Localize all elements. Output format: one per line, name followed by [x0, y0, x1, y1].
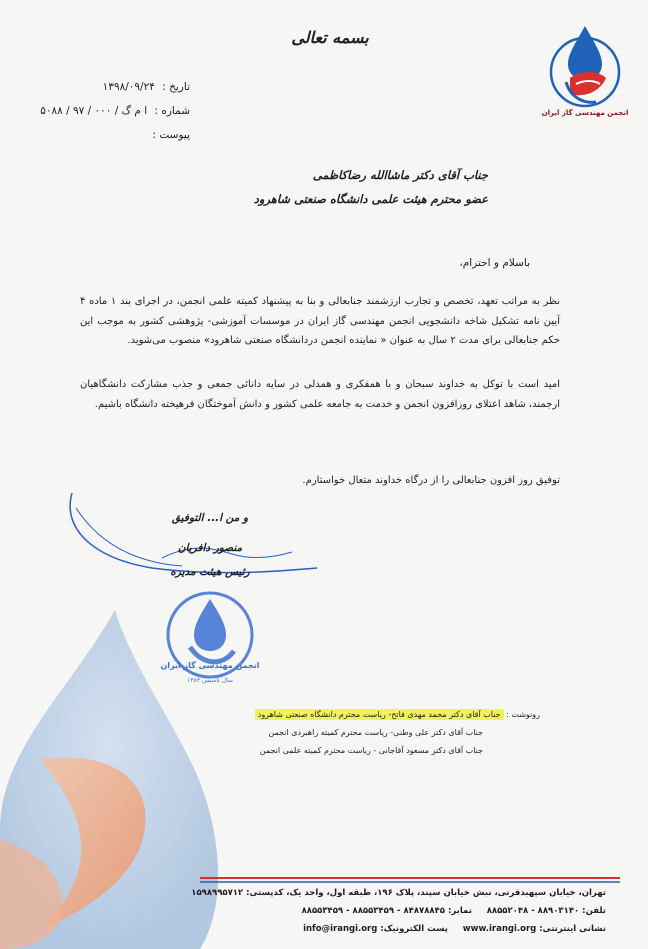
date-value: ۱۳۹۸/۰۹/۲۴ — [102, 81, 155, 93]
signatory-title: رئیس هیئت مدیره — [170, 566, 250, 578]
cc-label: رونوشت : — [506, 710, 540, 719]
addressee-name: جناب آقای دکتر ماشاالله رضاکاظمی — [312, 168, 488, 182]
greeting: باسلام و احترام، — [459, 257, 530, 269]
stamp-year: سال تاسیس ۱۳۸۳ — [187, 677, 233, 684]
association-logo — [540, 22, 630, 118]
footer-web — [210, 924, 606, 934]
cc-item-highlighted: جناب آقای دکتر محمد مهدی فاتح- ریاست محترم دانشگاه صنعتی شاهرود — [255, 709, 504, 720]
body-paragraph-1: نظر به مراتب تعهد، تخصص و تجارب ارزشمند جنابعالی و بنا به پیشنهاد کمیته علمی انجمن، در اجرای بند ۱ ماده ۴ آیین نامه تشکیل شاخه دانشجویی انجمن مهندسی گاز ایران در موسسات آموزشی- پژوهشی کشور به موجب این حکم جنابعالی برای مدت ۲ سال به عنوان « نماینده انجمن دردانشگاه صنعتی شاهرود» منصوب می‌شوید. — [80, 296, 560, 346]
number-row — [40, 104, 190, 118]
logo-caption: انجمن مهندسی گاز ایران — [541, 109, 629, 117]
web-link[interactable]: www.irangi.org — [462, 924, 537, 934]
fax-value: ۸۸۵۵۳۴۵۹ - ۸۸۵۵۳۴۵۹ - ۸۴۸۷۸۸۴۵ — [301, 906, 445, 916]
closing-line: توفیق روز افزون جنابعالی را از درگاه خداوند متعال خواستارم. — [302, 475, 560, 486]
fax-label: نمابر: — [447, 906, 472, 916]
cc-item: جناب آقای دکتر مسعود آقاجانی - ریاست محترم کمیته علمی انجمن — [259, 746, 483, 755]
association-stamp — [160, 585, 260, 695]
web-label: نشانی اینترنتی: — [539, 924, 606, 934]
signature-closing: و من ا... التوفیق — [171, 512, 249, 524]
date-label: تاریخ : — [162, 81, 190, 93]
stamp-text: انجمن مهندسی گاز ایران — [160, 661, 260, 670]
phone-label: تلفن: — [582, 906, 606, 916]
footer-address: تهران، خیابان سپهبدقرنی، نبش خیابان سپند، پلاک ۱۹۶، طبقه اول، واحد یک، کدپستی: ۱۵۹۸۹۹۵۷۱۲ — [191, 888, 606, 898]
phone-value: ۸۸۵۵۲۰۴۸ - ۸۸۹۰۳۱۴۰ — [486, 906, 580, 916]
attachment-label: پیوست : — [152, 129, 190, 141]
footer-phones — [210, 906, 606, 916]
email-link[interactable]: info@irangi.org — [303, 924, 378, 934]
cc-line-1 — [160, 707, 540, 722]
attachment-row — [70, 128, 190, 142]
body-paragraph-2: امید است با توکل به خداوند سبحان و با همفکری و همدلی در سایه دانائی جمعی و جذب مشارکت دانشگاهیان ارجمند، شاهد اعتلای روزافزون انجمن و خدمت به جامعه علمی کشور و دانش آموختگان فرهیخته دانشگاه باشیم. — [80, 379, 560, 410]
number-label: شماره : — [154, 105, 190, 117]
email-label: پست الکترونیک: — [380, 924, 448, 934]
date-row — [70, 80, 190, 94]
signatory-name: منصور دافریان — [177, 542, 243, 554]
bismillah-heading: بسمه تعالی — [291, 28, 369, 47]
footer-divider — [200, 876, 620, 884]
cc-item: جناب آقای دکتر علی وطنی- ریاست محترم کمیته راهبردی انجمن — [268, 728, 483, 737]
addressee-title: عضو محترم هیئت علمی دانشگاه صنعتی شاهرود — [253, 192, 488, 206]
number-value: ا م گ / ۰۰۰ / ۹۷ / ۵۰۸۸ — [40, 105, 148, 117]
